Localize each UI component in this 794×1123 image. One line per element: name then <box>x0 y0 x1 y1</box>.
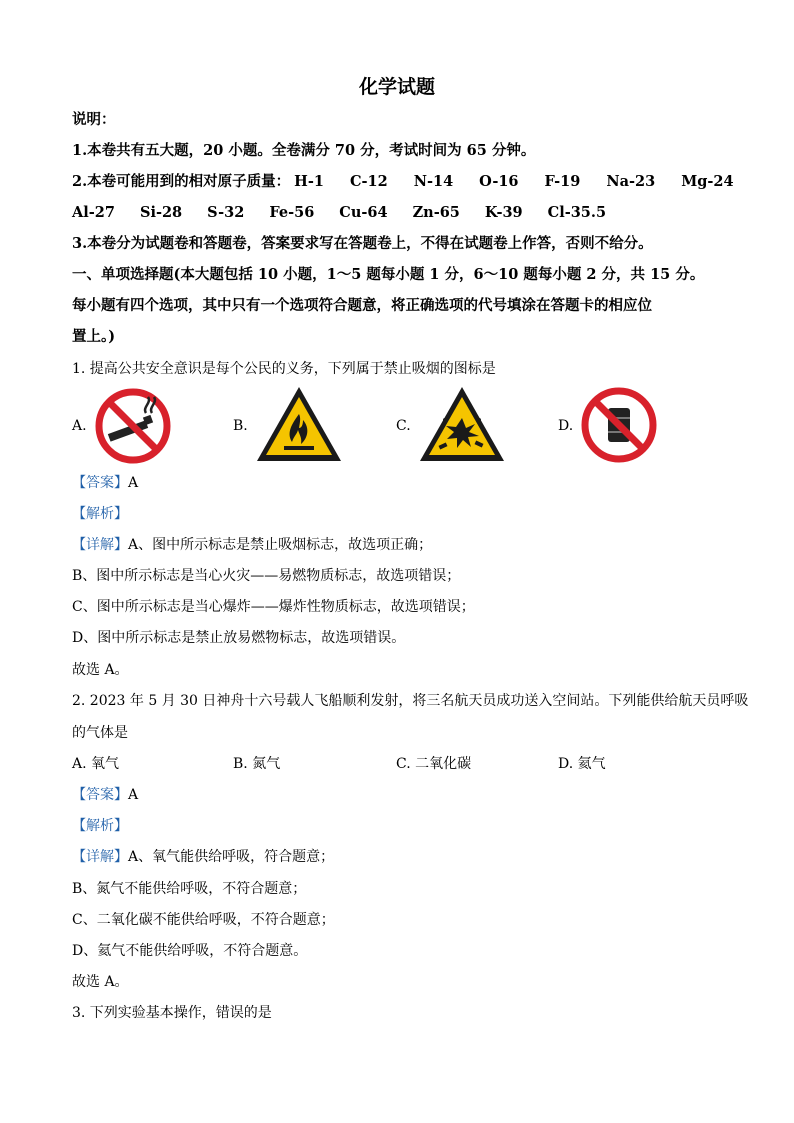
q1-answer <box>72 474 138 492</box>
q1-detail-4: D、图中所示标志是禁止放易燃物标志，故选项错误。 <box>72 630 406 646</box>
q2-option-b: B. 氮气 <box>233 756 281 772</box>
q2-stem-1: 2. 2023 年 5 月 30 日神舟十六号载人飞船顺利发射，将三名航天员成功送入空间站。下列能供给航天员呼吸 <box>72 693 749 709</box>
mass-cu: Cu-64 <box>339 204 388 221</box>
q1-answer-value: A <box>128 475 139 491</box>
q2-detail-1-text: A、氧气能供给呼吸，符合题意； <box>128 849 335 865</box>
q1-option-d-label: D. <box>558 418 574 434</box>
q1-analysis-tag: 【解析】 <box>72 506 128 522</box>
q2-answer <box>72 786 138 804</box>
mass-n: N-14 <box>413 173 454 190</box>
q2-detail-4: D、氦气不能供给呼吸，不符合题意。 <box>72 943 308 959</box>
no-smoking-icon <box>94 387 172 469</box>
mass-na: Na-23 <box>606 173 656 190</box>
q1-stem: 1. 提高公共安全意识是每个公民的义务，下列属于禁止吸烟的图标是 <box>72 361 496 377</box>
q1-option-a-label: A. <box>72 418 87 434</box>
q1-detail-1-text: A、图中所示标志是禁止吸烟标志，故选项正确； <box>128 537 433 553</box>
mass-al: Al-27 <box>72 204 115 221</box>
masses-row-2 <box>72 204 606 222</box>
q2-detail-3: C、二氧化碳不能供给呼吸，不符合题意； <box>72 912 335 928</box>
q1-detail-2: B、图中所示标志是当心火灾——易燃物质标志，故选项错误； <box>72 568 461 584</box>
page-title: 化学试题 <box>358 76 435 98</box>
mass-c: C-12 <box>349 173 388 190</box>
q2-detail-1 <box>72 848 334 866</box>
q2-option-c: C. 二氧化碳 <box>396 756 472 772</box>
q2-conclusion: 故选 A。 <box>72 974 129 990</box>
q1-option-b-label: B. <box>233 418 248 434</box>
mass-f: F-19 <box>544 173 581 190</box>
q2-detail-tag: 【详解】 <box>72 849 128 865</box>
section-1-line-3: 置上。) <box>72 328 116 345</box>
explosive-warning-icon <box>417 384 507 468</box>
q3-stem: 3. 下列实验基本操作，错误的是 <box>72 1005 272 1021</box>
q2-detail-2: B、氮气不能供给呼吸，不符合题意； <box>72 881 307 897</box>
q2-answer-value: A <box>128 787 139 803</box>
q2-option-a: A. 氧气 <box>72 756 120 772</box>
q1-answer-tag: 【答案】 <box>72 475 128 491</box>
note-1: 1.本卷共有五大题，20 小题。全卷满分 70 分，考试时间为 65 分钟。 <box>72 142 536 159</box>
mass-o: O-16 <box>479 173 519 190</box>
q1-option-c-label: C. <box>396 418 411 434</box>
notes-heading: 说明： <box>72 111 116 128</box>
mass-mg: Mg-24 <box>681 173 734 190</box>
q2-analysis-tag: 【解析】 <box>72 818 128 834</box>
q1-detail-tag: 【详解】 <box>72 537 128 553</box>
mass-cl: Cl-35.5 <box>547 204 607 221</box>
section-1-line-1: 一、单项选择题(本大题包括 10 小题，1～5 题每小题 1 分，6～10 题每小题 2 分，共 15 分。 <box>72 266 705 283</box>
flammable-warning-icon <box>254 384 344 468</box>
section-1-line-2: 每小题有四个选项，其中只有一个选项符合题意，将正确选项的代号填涂在答题卡的相应位 <box>72 297 652 314</box>
note-3: 3.本卷分为试题卷和答题卷，答案要求写在答题卷上，不得在试题卷上作答，否则不给分。 <box>72 235 653 252</box>
no-flammables-icon <box>580 386 658 468</box>
q2-answer-tag: 【答案】 <box>72 787 128 803</box>
mass-s: S-32 <box>207 204 245 221</box>
mass-k: K-39 <box>484 204 523 221</box>
q2-option-d: D. 氦气 <box>558 756 606 772</box>
note-2 <box>72 173 734 191</box>
mass-zn: Zn-65 <box>412 204 460 221</box>
q1-detail-1 <box>72 536 432 554</box>
q1-detail-3: C、图中所示标志是当心爆炸——爆炸性物质标志，故选项错误； <box>72 599 475 615</box>
mass-h: H-1 <box>294 173 324 190</box>
note-2-prefix: 2.本卷可能用到的相对原子质量： <box>72 173 291 190</box>
mass-fe: Fe-56 <box>269 204 315 221</box>
q1-conclusion: 故选 A。 <box>72 662 129 678</box>
mass-si: Si-28 <box>139 204 183 221</box>
q2-stem-2: 的气体是 <box>72 725 128 741</box>
